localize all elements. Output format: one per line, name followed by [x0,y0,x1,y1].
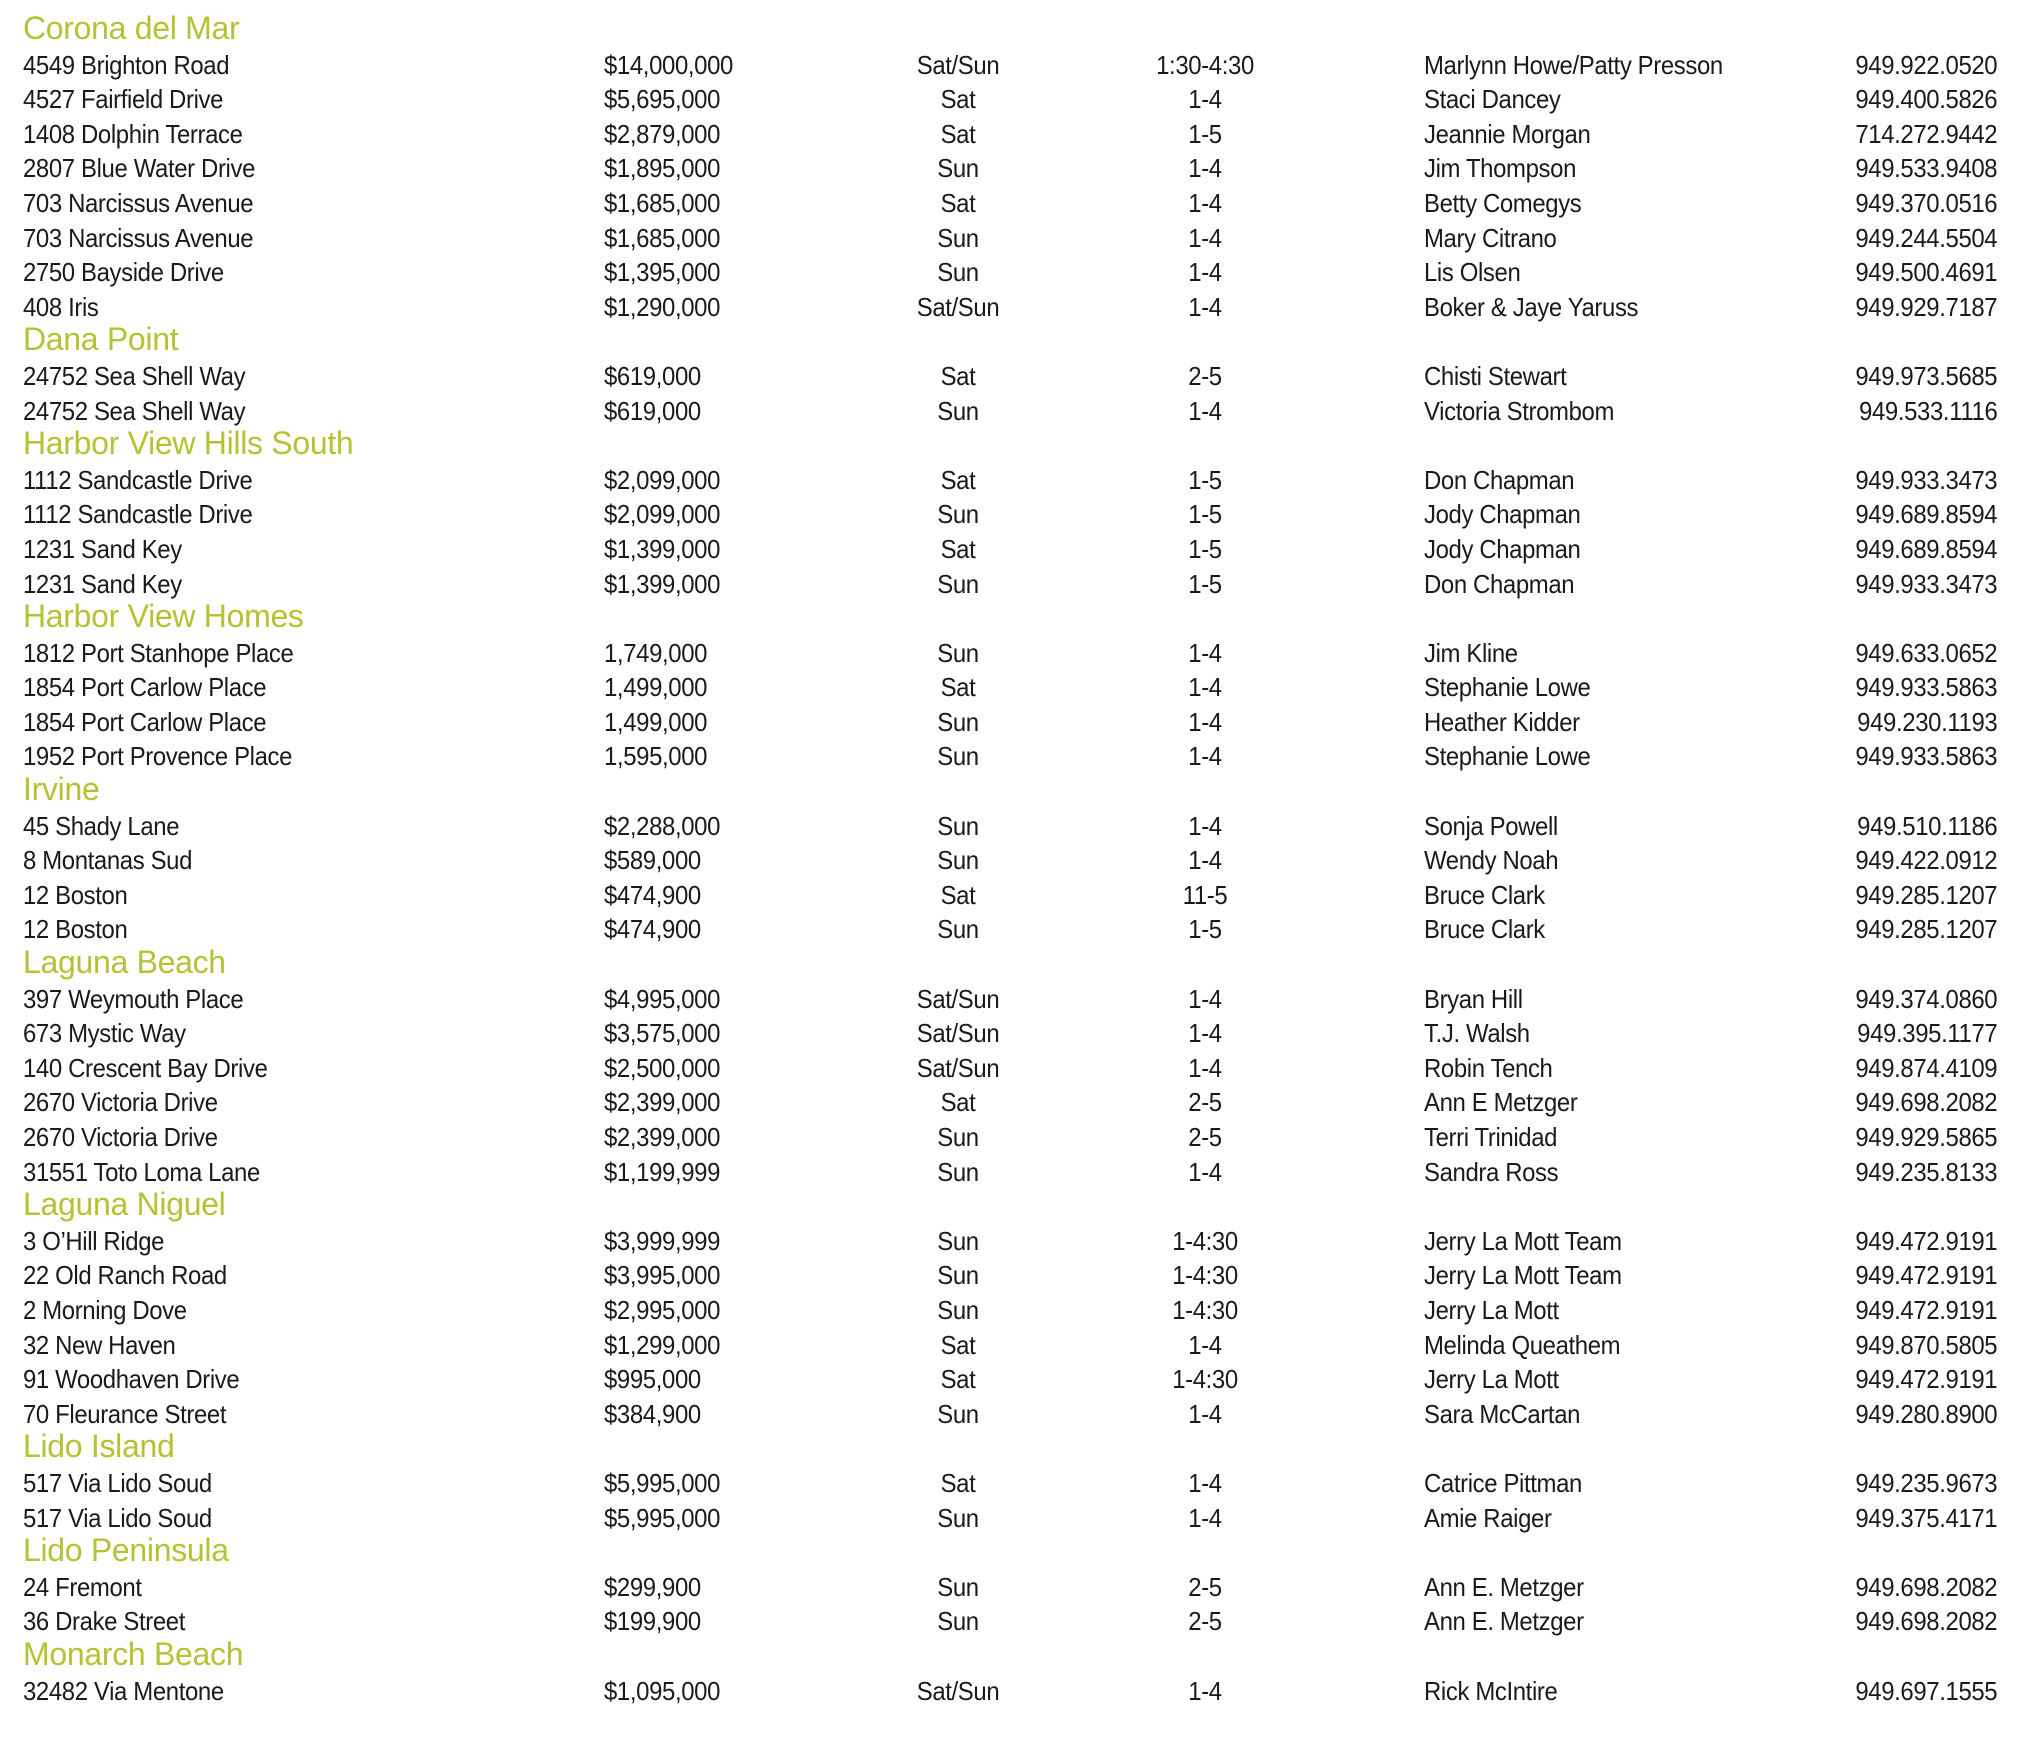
listing-agent: Ann E. Metzger [1424,1571,1584,1602]
listing-day: Sat [940,1329,976,1360]
listing-day: Sun [937,1225,979,1256]
listing-row [0,1051,2020,1086]
listing-phone: 949.370.0516 [1855,187,1997,218]
listing-time: 1-4 [1188,187,1222,218]
listing-time: 1-4 [1188,1467,1222,1498]
listing-phone: 949.698.2082 [1855,1606,1997,1637]
listing-agent: Betty Comegys [1424,187,1582,218]
listing-address: 1854 Port Carlow Place [23,706,267,737]
listing-time: 2-5 [1188,1606,1222,1637]
listing-row [0,48,2020,83]
listing-price: 1,749,000 [604,637,708,668]
listing-row [0,1258,2020,1293]
listing-row [0,497,2020,532]
listing-address: 3 O’Hill Ridge [23,1225,165,1256]
listing-row [0,1501,2020,1536]
area-heading: Lido Peninsula [23,1532,229,1569]
listing-time: 1-4 [1188,1675,1222,1706]
listing-agent: Jerry La Mott Team [1424,1225,1622,1256]
listing-phone: 949.472.9191 [1855,1294,1997,1325]
listing-time: 1-4 [1188,1502,1222,1533]
listing-price: $1,895,000 [604,153,721,184]
listing-row [0,290,2020,325]
listing-price: $1,299,000 [604,1329,721,1360]
listing-price: $1,199,999 [604,1156,721,1187]
listing-row [0,1085,2020,1120]
listing-row [0,809,2020,844]
listing-row [0,739,2020,774]
listing-address: 70 Fleurance Street [23,1398,227,1429]
listing-row [0,1397,2020,1432]
listing-agent: Sandra Ross [1424,1156,1559,1187]
listing-day: Sun [937,499,979,530]
listing-time: 2-5 [1188,1571,1222,1602]
listing-address: 140 Crescent Bay Drive [23,1052,268,1083]
listing-row [0,1674,2020,1709]
listing-day: Sat [940,360,976,391]
listing-row [0,117,2020,152]
listing-time: 1-4 [1188,153,1222,184]
listing-price: $3,995,000 [604,1260,721,1291]
listing-time: 1-4 [1188,257,1222,288]
listing-agent: Victoria Strombom [1424,395,1615,426]
listing-phone: 949.633.0652 [1855,637,1997,668]
listing-agent: Rick McIntire [1424,1675,1558,1706]
listing-time: 1-4 [1188,395,1222,426]
listing-address: 408 Iris [23,291,99,322]
listing-day: Sat [940,672,976,703]
listing-address: 32 New Haven [23,1329,176,1360]
listing-time: 1-4 [1188,1052,1222,1083]
listing-time: 1-4 [1188,1329,1222,1360]
listing-agent: Jim Thompson [1424,153,1577,184]
listing-phone: 714.272.9442 [1855,118,1997,149]
listing-row [0,359,2020,394]
listing-day: Sun [937,810,979,841]
listing-row [0,1328,2020,1363]
listing-day: Sun [937,914,979,945]
listing-day: Sat/Sun [916,1052,1000,1083]
listing-phone: 949.395.1177 [1856,1018,1997,1049]
listing-address: 45 Shady Lane [23,810,180,841]
listing-agent: Jeannie Morgan [1424,118,1591,149]
area-heading-row [0,1428,2020,1466]
listing-day: Sat/Sun [916,1018,1000,1049]
area-heading: Dana Point [23,321,179,358]
listing-agent: Catrice Pittman [1424,1467,1582,1498]
listing-day: Sat [940,1364,976,1395]
listing-row [0,982,2020,1017]
listing-price: $3,999,999 [604,1225,721,1256]
listing-day: Sat [940,187,976,218]
listing-phone: 949.422.0912 [1855,845,1997,876]
listing-address: 1952 Port Provence Place [23,741,293,772]
listing-phone: 949.870.5805 [1855,1329,1997,1360]
listing-row [0,1016,2020,1051]
area-heading: Corona del Mar [23,10,240,46]
listing-phone: 949.689.8594 [1855,499,1997,530]
listing-price: $2,879,000 [604,118,721,149]
listing-price: $5,995,000 [604,1502,721,1533]
area-heading: Laguna Beach [23,944,226,981]
listing-agent: Jerry La Mott [1424,1294,1559,1325]
listing-time: 1-4 [1188,1018,1222,1049]
listing-row [0,1224,2020,1259]
listing-time: 1-4 [1188,637,1222,668]
listing-address: 2807 Blue Water Drive [23,153,256,184]
listing-address: 24752 Sea Shell Way [23,360,246,391]
listing-agent: Jody Chapman [1424,499,1581,530]
listing-row [0,1120,2020,1155]
listing-price: $5,695,000 [604,84,721,115]
listing-agent: Lis Olsen [1424,257,1521,288]
listing-time: 1-4 [1188,84,1222,115]
listing-address: 517 Via Lido Soud [23,1502,212,1533]
listing-agent: Jerry La Mott [1424,1364,1559,1395]
listing-phone: 949.400.5826 [1855,84,1997,115]
listing-time: 1-5 [1188,568,1222,599]
listing-phone: 949.933.5863 [1855,741,1997,772]
listing-day: Sun [937,637,979,668]
listing-agent: Ann E Metzger [1424,1087,1578,1118]
listing-row [0,255,2020,290]
listing-agent: Robin Tench [1424,1052,1553,1083]
listing-price: $199,900 [604,1606,701,1637]
listing-time: 1-4 [1188,1398,1222,1429]
listing-agent: Marlynn Howe/Patty Presson [1424,49,1723,80]
listing-time: 1-4 [1188,706,1222,737]
open-house-listings [0,10,2020,1708]
listing-phone: 949.973.5685 [1855,360,1997,391]
listing-phone: 949.933.5863 [1855,672,1997,703]
listing-phone: 949.472.9191 [1855,1364,1997,1395]
listing-price: $2,099,000 [604,499,721,530]
listing-address: 2670 Victoria Drive [23,1122,218,1152]
listing-price: $299,900 [604,1571,701,1602]
listing-address: 2670 Victoria Drive [23,1087,218,1118]
listing-row [0,151,2020,186]
listing-day: Sun [937,568,979,599]
listing-price: $3,575,000 [604,1018,721,1049]
area-heading-row [0,10,2020,48]
listing-day: Sun [937,395,979,426]
listing-agent: Don Chapman [1424,464,1575,495]
listing-price: 1,595,000 [604,741,708,772]
listing-price: $1,399,000 [604,568,721,599]
listing-day: Sun [937,741,979,772]
listing-day: Sun [937,1294,979,1325]
listing-agent: Heather Kidder [1424,706,1580,737]
listing-time: 1-5 [1188,118,1222,149]
listing-price: $1,685,000 [604,187,721,218]
area-heading-row [0,1532,2020,1570]
listing-price: $995,000 [604,1364,701,1395]
area-heading: Lido Island [23,1428,175,1465]
listing-time: 1-4 [1188,845,1222,876]
listing-agent: Jody Chapman [1424,533,1581,564]
listing-price: $589,000 [604,845,701,876]
listing-day: Sun [937,1571,979,1602]
listing-time: 1-4 [1188,810,1222,841]
listing-price: $619,000 [604,395,701,426]
listing-address: 1231 Sand Key [23,533,182,564]
listing-address: 397 Weymouth Place [23,983,244,1014]
listing-row [0,394,2020,429]
listing-row [0,82,2020,117]
area-heading: Harbor View Hills South [23,425,354,462]
listing-row [0,1293,2020,1328]
listing-time: 1-4 [1188,222,1222,253]
area-heading: Monarch Beach [23,1635,244,1672]
listing-agent: Ann E. Metzger [1424,1606,1584,1637]
listing-row [0,1362,2020,1397]
listing-day: Sun [937,1156,979,1187]
listing-agent: Bruce Clark [1424,914,1545,945]
listing-address: 1231 Sand Key [23,568,182,599]
listing-phone: 949.933.3473 [1855,568,1997,599]
listing-phone: 949.874.4109 [1855,1052,1997,1083]
listing-time: 1-4:30 [1172,1260,1238,1291]
listing-time: 2-5 [1188,1122,1222,1152]
listing-address: 4549 Brighton Road [23,49,230,80]
listing-phone: 949.933.3473 [1855,464,1997,495]
listing-day: Sun [937,706,979,737]
listing-price: $1,399,000 [604,533,721,564]
listing-time: 2-5 [1188,1087,1222,1118]
area-heading-row [0,771,2020,809]
listing-price: $1,685,000 [604,222,721,253]
listing-day: Sat/Sun [916,291,1000,322]
listing-day: Sat [940,118,976,149]
listing-phone: 949.510.1186 [1856,810,1997,841]
listing-row [0,1466,2020,1501]
listing-price: $384,900 [604,1398,701,1429]
listing-agent: Melinda Queathem [1424,1329,1621,1360]
listing-row [0,912,2020,947]
listing-day: Sat [940,533,976,564]
listing-address: 22 Old Ranch Road [23,1260,227,1291]
listing-day: Sun [937,257,979,288]
listing-agent: Mary Citrano [1424,222,1557,253]
listing-time: 1-4 [1188,741,1222,772]
listing-price: $4,995,000 [604,983,721,1014]
listing-address: 4527 Fairfield Drive [23,84,224,115]
listing-day: Sun [937,1502,979,1533]
listing-time: 1-4 [1188,672,1222,703]
listing-price: $1,095,000 [604,1675,721,1706]
listing-row [0,1570,2020,1605]
listing-address: 1112 Sandcastle Drive [23,464,253,495]
listing-price: $1,290,000 [604,291,721,322]
listing-address: 2 Morning Dove [23,1294,187,1325]
area-heading-row [0,598,2020,636]
listing-day: Sat/Sun [916,1675,1000,1706]
listing-time: 1-4 [1188,983,1222,1014]
listing-price: $5,995,000 [604,1467,721,1498]
listing-price: $2,288,000 [604,810,721,841]
listing-price: $1,395,000 [604,257,721,288]
listing-address: 673 Mystic Way [23,1018,186,1049]
listing-price: 1,499,000 [604,672,708,703]
listing-time: 1:30-4:30 [1156,49,1254,80]
listing-agent: Bruce Clark [1424,879,1545,910]
listing-phone: 949.244.5504 [1855,222,1997,253]
listing-time: 1-4 [1188,291,1222,322]
listing-agent: Amie Raiger [1424,1502,1552,1533]
listing-address: 2750 Bayside Drive [23,257,224,288]
listing-agent: T.J. Walsh [1424,1018,1530,1049]
listing-phone: 949.500.4691 [1855,257,1997,288]
listing-address: 1854 Port Carlow Place [23,672,267,703]
listing-day: Sat [940,1087,976,1118]
listing-agent: Terri Trinidad [1424,1122,1558,1152]
listing-day: Sun [937,845,979,876]
listing-agent: Stephanie Lowe [1424,741,1591,772]
listing-phone: 949.285.1207 [1855,914,1997,945]
listing-time: 1-4:30 [1172,1294,1238,1325]
listing-price: $2,399,000 [604,1087,721,1118]
listing-agent: Chisti Stewart [1424,360,1567,391]
listing-day: Sat/Sun [916,983,1000,1014]
listing-time: 1-5 [1188,464,1222,495]
listing-address: 32482 Via Mentone [23,1675,224,1706]
area-heading-row [0,944,2020,982]
listing-day: Sun [937,1606,979,1637]
area-heading-row [0,1186,2020,1224]
listing-address: 24 Fremont [23,1571,142,1602]
listing-address: 12 Boston [23,879,128,910]
area-heading: Harbor View Homes [23,598,304,635]
listing-address: 1812 Port Stanhope Place [23,637,294,668]
listing-phone: 949.689.8594 [1855,533,1997,564]
listing-agent: Jerry La Mott Team [1424,1260,1622,1291]
listing-address: 91 Woodhaven Drive [23,1364,240,1395]
listing-time: 1-5 [1188,533,1222,564]
area-heading-row [0,1635,2020,1674]
listing-row [0,1155,2020,1190]
listing-time: 1-4 [1188,1156,1222,1187]
listing-agent: Wendy Noah [1424,845,1559,876]
listing-agent: Jim Kline [1424,637,1518,668]
listing-address: 24752 Sea Shell Way [23,395,246,426]
area-heading: Laguna Niguel [23,1186,226,1223]
listing-phone: 949.929.5865 [1855,1122,1997,1152]
listing-price: $2,099,000 [604,464,721,495]
listing-address: 1408 Dolphin Terrace [23,118,243,149]
listing-price: $474,900 [604,879,701,910]
listing-address: 1112 Sandcastle Drive [23,499,253,530]
listing-address: 517 Via Lido Soud [23,1467,212,1498]
listing-agent: Sonja Powell [1424,810,1558,841]
listing-address: 703 Narcissus Avenue [23,222,254,253]
listing-phone: 949.375.4171 [1855,1502,1997,1533]
listing-agent: Don Chapman [1424,568,1575,599]
listing-time: 1-4:30 [1172,1225,1238,1256]
listing-row [0,463,2020,498]
listing-day: Sun [937,1122,979,1152]
listing-row [0,878,2020,913]
listing-phone: 949.698.2082 [1855,1087,1997,1118]
listing-phone: 949.472.9191 [1855,1225,1997,1256]
area-heading: Irvine [23,771,100,808]
listing-day: Sat [940,84,976,115]
listing-price: $2,500,000 [604,1052,721,1083]
listing-time: 1-5 [1188,499,1222,530]
listing-row [0,221,2020,256]
listing-address: 31551 Toto Loma Lane [23,1156,260,1187]
listing-row [0,705,2020,740]
listing-agent: Boker & Jaye Yaruss [1424,291,1639,322]
listing-agent: Staci Dancey [1424,84,1561,115]
listing-price: $2,399,000 [604,1122,721,1152]
listing-phone: 949.533.1116 [1858,395,1997,426]
listing-day: Sat [940,879,976,910]
listing-phone: 949.374.0860 [1855,983,1997,1014]
listing-phone: 949.472.9191 [1855,1260,1997,1291]
listing-row [0,843,2020,878]
area-heading-row [0,425,2020,463]
listing-address: 703 Narcissus Avenue [23,187,254,218]
listing-row [0,186,2020,221]
listing-row [0,636,2020,671]
listing-phone: 949.929.7187 [1855,291,1997,322]
listing-price: 1,499,000 [604,706,708,737]
listing-address: 12 Boston [23,914,128,945]
area-heading-row [0,321,2020,359]
listing-phone: 949.533.9408 [1855,153,1997,184]
listing-day: Sat [940,1467,976,1498]
listing-day: Sun [937,153,979,184]
listing-day: Sat/Sun [916,49,1000,80]
listing-phone: 949.922.0520 [1855,49,1997,80]
listing-day: Sun [937,1260,979,1291]
listing-time: 2-5 [1188,360,1222,391]
listing-phone: 949.698.2082 [1855,1571,1997,1602]
listing-row [0,670,2020,705]
listing-phone: 949.285.1207 [1855,879,1997,910]
listing-day: Sat [940,464,976,495]
listing-time: 11-5 [1182,879,1228,910]
listing-day: Sun [937,222,979,253]
listing-agent: Stephanie Lowe [1424,672,1591,703]
listing-phone: 949.235.8133 [1855,1156,1997,1187]
listing-address: 36 Drake Street [23,1606,186,1637]
listing-phone: 949.230.1193 [1856,706,1997,737]
listing-day: Sun [937,1398,979,1429]
listing-price: $2,995,000 [604,1294,721,1325]
listing-agent: Bryan Hill [1424,983,1523,1014]
listing-price: $619,000 [604,360,701,391]
listing-phone: 949.235.9673 [1855,1467,1997,1498]
listing-phone: 949.280.8900 [1855,1398,1997,1429]
listing-phone: 949.697.1555 [1855,1675,1997,1706]
listing-time: 1-4:30 [1172,1364,1238,1395]
listing-row [0,567,2020,602]
listing-address: 8 Montanas Sud [23,845,193,876]
listing-price: $474,900 [604,914,701,945]
listing-agent: Sara McCartan [1424,1398,1581,1429]
listing-time: 1-5 [1188,914,1222,945]
listing-row [0,1604,2020,1639]
listing-price: $14,000,000 [604,49,733,80]
listing-row [0,532,2020,567]
